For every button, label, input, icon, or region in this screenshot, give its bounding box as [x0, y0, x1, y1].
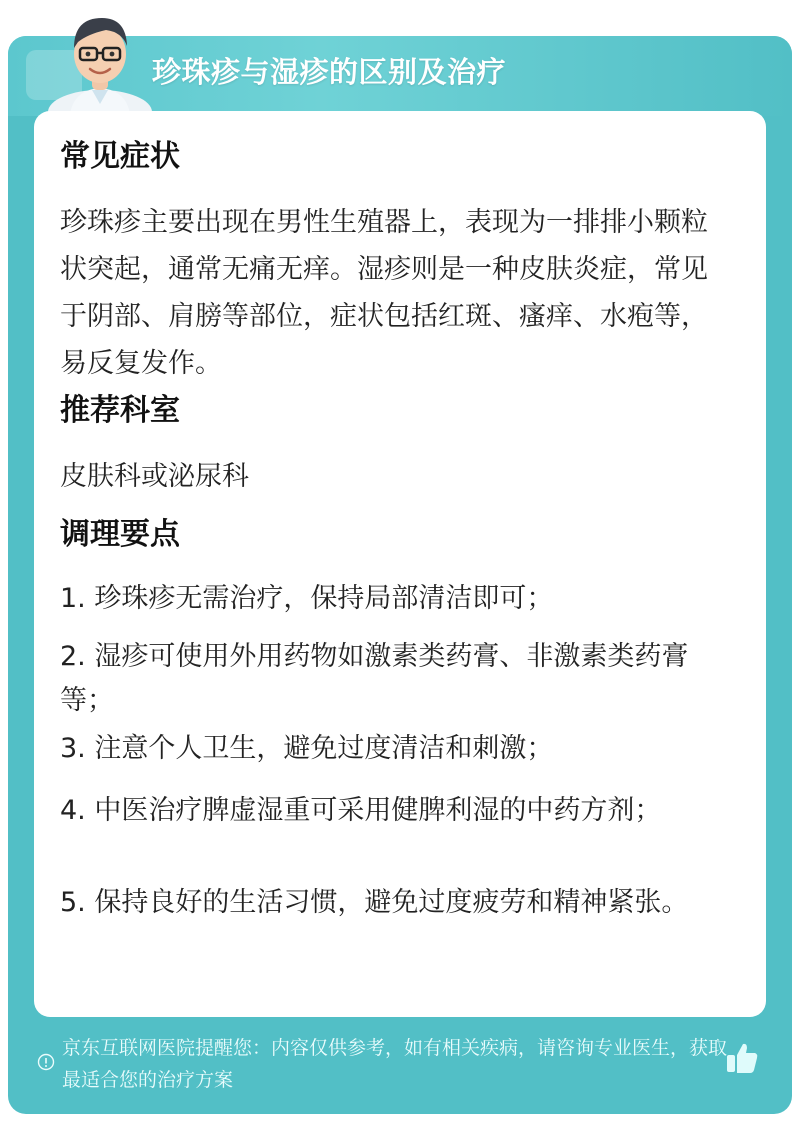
department-text: 皮肤科或泌尿科: [60, 461, 249, 492]
care-item-1: 1. 珍珠疹无需治疗，保持局部清洁即可；: [60, 583, 554, 614]
page-title: 珍珠疹与湿疹的区别及治疗: [152, 55, 507, 89]
thumbs-up-icon[interactable]: [724, 1040, 760, 1076]
symptoms-text: 珍珠疹主要出现在男性生殖器上，表现为一排排小颗粒状突起，通常无痛无痒。湿疹则是一种皮肤炎症，常见于阴部、肩膀等部位，症状包括红斑、瘙痒、水疱等，易反复发作。: [60, 207, 708, 379]
content-card: [34, 111, 766, 1017]
section-heading-care: 调理要点: [60, 517, 180, 552]
footer-notice: 京东互联网医院提醒您：内容仅供参考，如有相关疾病，请咨询专业医生，获取最适合您的治疗方案: [62, 1037, 728, 1091]
care-item-5: 5. 保持良好的生活习惯，避免过度疲劳和精神紧张。: [60, 887, 689, 918]
info-icon: [37, 1053, 55, 1071]
section-heading-symptoms: 常见症状: [60, 139, 180, 174]
doctor-avatar: [40, 4, 160, 114]
care-item-3: 3. 注意个人卫生，避免过度清洁和刺激；: [60, 733, 554, 764]
care-item-4: 4. 中医治疗脾虚湿重可采用健脾利湿的中药方剂；: [60, 795, 662, 826]
care-item-2: 2. 湿疹可使用外用药物如激素类药膏、非激素类药膏等；: [60, 641, 689, 716]
section-heading-department: 推荐科室: [60, 393, 180, 428]
